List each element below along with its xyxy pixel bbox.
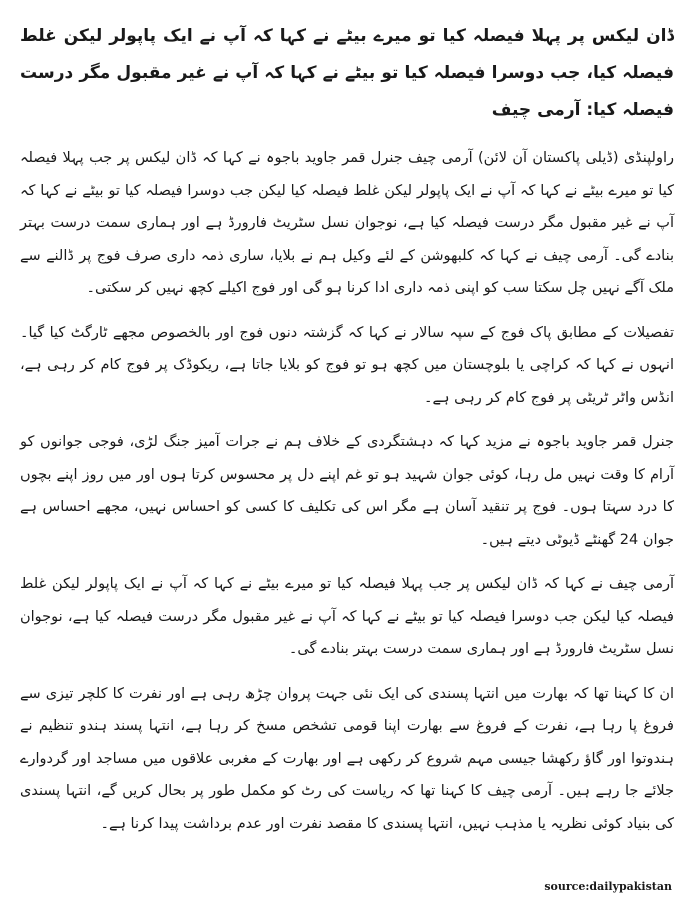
article (20, 18, 674, 852)
article-paragraph-5: ان کا کہنا تھا کہ بھارت میں انتہا پسندی کی ایک نئی جہت پروان چڑھ رہی ہے اور نفرت کا کلچر تیزی سے فروغ پا رہا ہے، نفرت کے فروغ سے بھارت اپنا قومی تشخص مسخ کر رہا ہے، انتہا پسند ہندو تنظیم نے ہندوتوا اور گاؤ رکھشا جیسی مہم شروع کر رکھی ہے اور بھارت کے مغربی علاقوں میں مساجد اور گردوارے جلائے جا رہے ہیں۔ آرمی چیف کا کہنا تھا کہ ریاست کی رٹ کو مکمل طور پر بحال کریں گے، انتہا پسندی کی بنیاد کوئی نظریہ یا مذہب نہیں، انتہا پسندی کا مقصد نفرت اور عدم برداشت پیدا کرنا ہے۔ (20, 685, 674, 832)
article-paragraph-2: تفصیلات کے مطابق پاک فوج کے سپہ سالار نے کہا کہ گزشتہ دنوں فوج اور بالخصوص مجھے ٹارگٹ کیا گیا۔ انہوں نے کہا کہ کراچی یا بلوچستان میں کچھ ہو تو فوج کو بلایا جاتا ہے، ریکوڈک پر فوج کام کر رہی ہے، انڈس واٹر ٹریٹی پر فوج کام کر رہی ہے۔ (20, 324, 674, 406)
article-headline: ڈان لیکس پر پہلا فیصلہ کیا تو میرے بیٹے نے کہا کہ آپ نے ایک پاپولر لیکن غلط فیصلہ کیا، جب دوسرا فیصلہ کیا تو بیٹے نے کہا کہ آپ نے غیر مقبول مگر درست فیصلہ کیا: آرمی چیف (20, 26, 674, 120)
source-credit: source:dailypakistan (544, 880, 672, 893)
article-paragraph-1: راولپنڈی (ڈیلی پاکستان آن لائن) آرمی چیف جنرل قمر جاوید باجوہ نے کہا کہ ڈان لیکس پر جب پہلا فیصلہ کیا تو میرے بیٹے نے کہا کہ آپ نے ایک پاپولر لیکن غلط فیصلہ کیا لیکن جب دوسرا فیصلہ کیا تو بیٹے نے کہا کہ آپ نے غیر مقبول مگر درست فیصلہ کیا ہے، نوجوان نسل سٹریٹ فارورڈ ہے اور ہماری سمت درست بہتر بنادے گی۔ آرمی چیف نے کہا کہ کلبھوشن کے لئے وکیل ہم نے بلایا، ساری ذمہ داری صرف فوج پر ڈالنے سے ملک آگے نہیں چل سکتا سب کو اپنی ذمہ داری ادا کرنا ہو گی اور فوج اکیلے کچھ نہیں کر سکتی۔ (20, 150, 674, 296)
article-paragraph-4: آرمی چیف نے کہا کہ ڈان لیکس پر جب پہلا فیصلہ کیا تو میرے بیٹے نے کہا کہ آپ نے ایک پاپولر لیکن غلط فیصلہ کیا لیکن جب دوسرا فیصلہ کیا تو بیٹے نے کہا کہ آپ نے غیر مقبول مگر درست فیصلہ کیا ہے، نوجوان نسل سٹریٹ فارورڈ ہے اور ہماری سمت درست بہتر بنادے گی۔ (20, 576, 674, 657)
article-paragraph-3: جنرل قمر جاوید باجوہ نے مزید کہا کہ دہشتگردی کے خلاف ہم نے جرات آمیز جنگ لڑی، فوجی جوانوں کو آرام کا وقت نہیں مل رہا، کوئی جوان شہید ہو تو غم اپنے دل پر محسوس کرتا ہوں اور میں روز اپنے بچوں کا درد سہتا ہوں۔ فوج پر تنقید آسان ہے مگر اس کی تکلیف کا کسی کو احساس نہیں، مجھے احساس ہے جوان 24 گھنٹے ڈیوٹی دیتے ہیں۔ (20, 434, 674, 548)
